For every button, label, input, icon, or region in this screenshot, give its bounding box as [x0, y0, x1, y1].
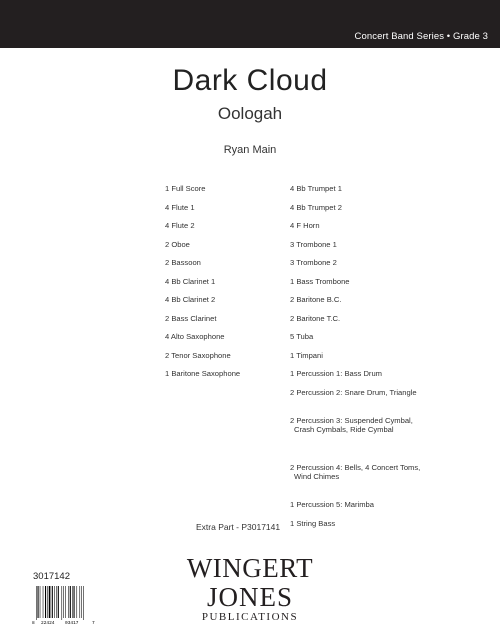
part-item: 2 Baritone T.C. [290, 313, 341, 323]
page-title: Dark Cloud [172, 64, 328, 97]
publisher-logo [158, 550, 342, 625]
page-subtitle: Oologah [217, 104, 283, 123]
publisher-line-3: PUBLICATIONS [201, 611, 299, 623]
part-item-line: 2 Percussion 4: Bells, 4 Concert Toms, [290, 462, 421, 472]
parts-list-right [290, 184, 470, 537]
part-item: 1 Timpani [290, 350, 323, 360]
part-item: 4 Alto Saxophone [165, 332, 225, 341]
barcode [31, 585, 97, 625]
extra-part-label: Extra Part - P3017141 [196, 522, 281, 532]
part-item-continuation: Wind Chimes [294, 472, 340, 481]
part-item: 1 Full Score [165, 184, 206, 193]
part-item: 4 Flute 1 [165, 202, 195, 212]
barcode-digit-right: 7 [92, 621, 95, 625]
part-item: 1 Percussion 1: Bass Drum [290, 369, 383, 378]
part-item: 4 F Horn [290, 221, 320, 230]
part-item: 3 Trombone 1 [290, 239, 337, 249]
barcode-digits-2: 03417 [65, 621, 79, 625]
part-item: 4 Bb Clarinet 2 [165, 295, 216, 304]
publisher-line-2: JONES [206, 582, 294, 612]
part-item: 2 Bass Clarinet [165, 313, 217, 323]
part-item: 4 Flute 2 [165, 221, 195, 230]
part-item: 1 String Bass [290, 518, 336, 528]
series-label: Concert Band Series • Grade 3 [354, 31, 488, 42]
part-item: 2 Tenor Saxophone [165, 350, 231, 360]
part-item [290, 453, 470, 491]
part-item: 1 Bass Trombone [290, 276, 350, 286]
part-item: 2 Percussion 2: Snare Drum, Triangle [290, 387, 417, 397]
part-item: 2 Bassoon [165, 258, 201, 267]
barcode-digits-1: 22424 [41, 621, 55, 625]
part-item: 1 Percussion 5: Marimba [290, 500, 374, 509]
parts-list-left [165, 184, 285, 388]
part-item: 2 Oboe [165, 239, 190, 249]
part-item-continuation: Crash Cymbals, Ride Cymbal [294, 425, 394, 434]
publisher-line-1: WINGERT [186, 553, 314, 583]
part-item [290, 406, 470, 444]
part-item: 5 Tuba [290, 332, 314, 341]
part-item: 4 Bb Trumpet 2 [290, 202, 342, 212]
barcode-digit-left: 8 [32, 621, 35, 625]
part-item-line: 2 Percussion 3: Suspended Cymbal, [290, 415, 413, 425]
catalog-number: 3017142 [33, 571, 70, 582]
part-item: 3 Trombone 2 [290, 258, 337, 267]
header-bar [0, 0, 500, 48]
part-item: 1 Baritone Saxophone [165, 369, 241, 378]
part-item: 4 Bb Trumpet 1 [290, 184, 342, 193]
composer-name: Ryan Main [223, 144, 277, 156]
part-item: 2 Baritone B.C. [290, 295, 342, 304]
part-item: 4 Bb Clarinet 1 [165, 276, 216, 286]
